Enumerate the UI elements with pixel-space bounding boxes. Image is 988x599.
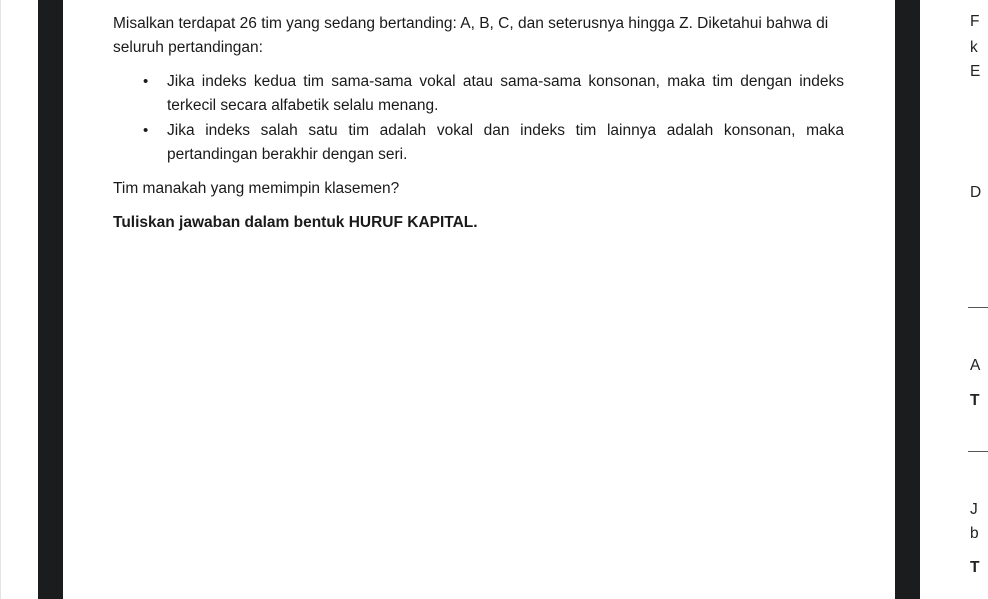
next-page-fragment: D [970, 184, 982, 201]
question-text: Tim manakah yang memimpin klasemen? [113, 180, 400, 197]
bullet-icon: • [143, 122, 149, 139]
next-page-fragment: b [970, 525, 979, 542]
intro-paragraph: Misalkan terdapat 26 tim yang sedang bertanding: A, B, C, dan seterusnya hingga Z. Diketahui bahwa di seluruh pertandingan: [113, 15, 829, 56]
rules-list [113, 70, 844, 167]
answer-instruction: Tuliskan jawaban dalam bentuk HURUF KAPITAL. [113, 214, 478, 231]
next-page-fragment: T [970, 392, 980, 409]
list-item [143, 119, 844, 167]
list-item [143, 70, 844, 118]
rule-text: Jika indeks kedua tim sama-sama vokal atau sama-sama konsonan, maka tim dengan indeks terkecil secara alfabetik selalu menang. [167, 73, 844, 114]
next-page-fragment: T [970, 559, 980, 576]
rule-text: Jika indeks salah satu tim adalah vokal dan indeks tim lainnya adalah konsonan, maka pertandingan berakhir dengan seri. [167, 122, 844, 163]
next-page-fragment: F [970, 13, 980, 30]
bullet-icon: • [143, 73, 149, 90]
next-page-rule [968, 307, 988, 308]
page-text [113, 12, 844, 235]
next-page-fragment: A [970, 357, 981, 374]
next-page-fragment: E [970, 63, 981, 80]
next-page-fragment: k [970, 39, 978, 56]
previous-page-edge [0, 0, 38, 599]
next-page-rule [968, 451, 988, 452]
page-separator-left [38, 0, 63, 599]
next-page-edge [920, 0, 982, 599]
page-separator-right [895, 0, 920, 599]
document-page [63, 0, 895, 599]
next-page-fragment: J [970, 501, 978, 518]
